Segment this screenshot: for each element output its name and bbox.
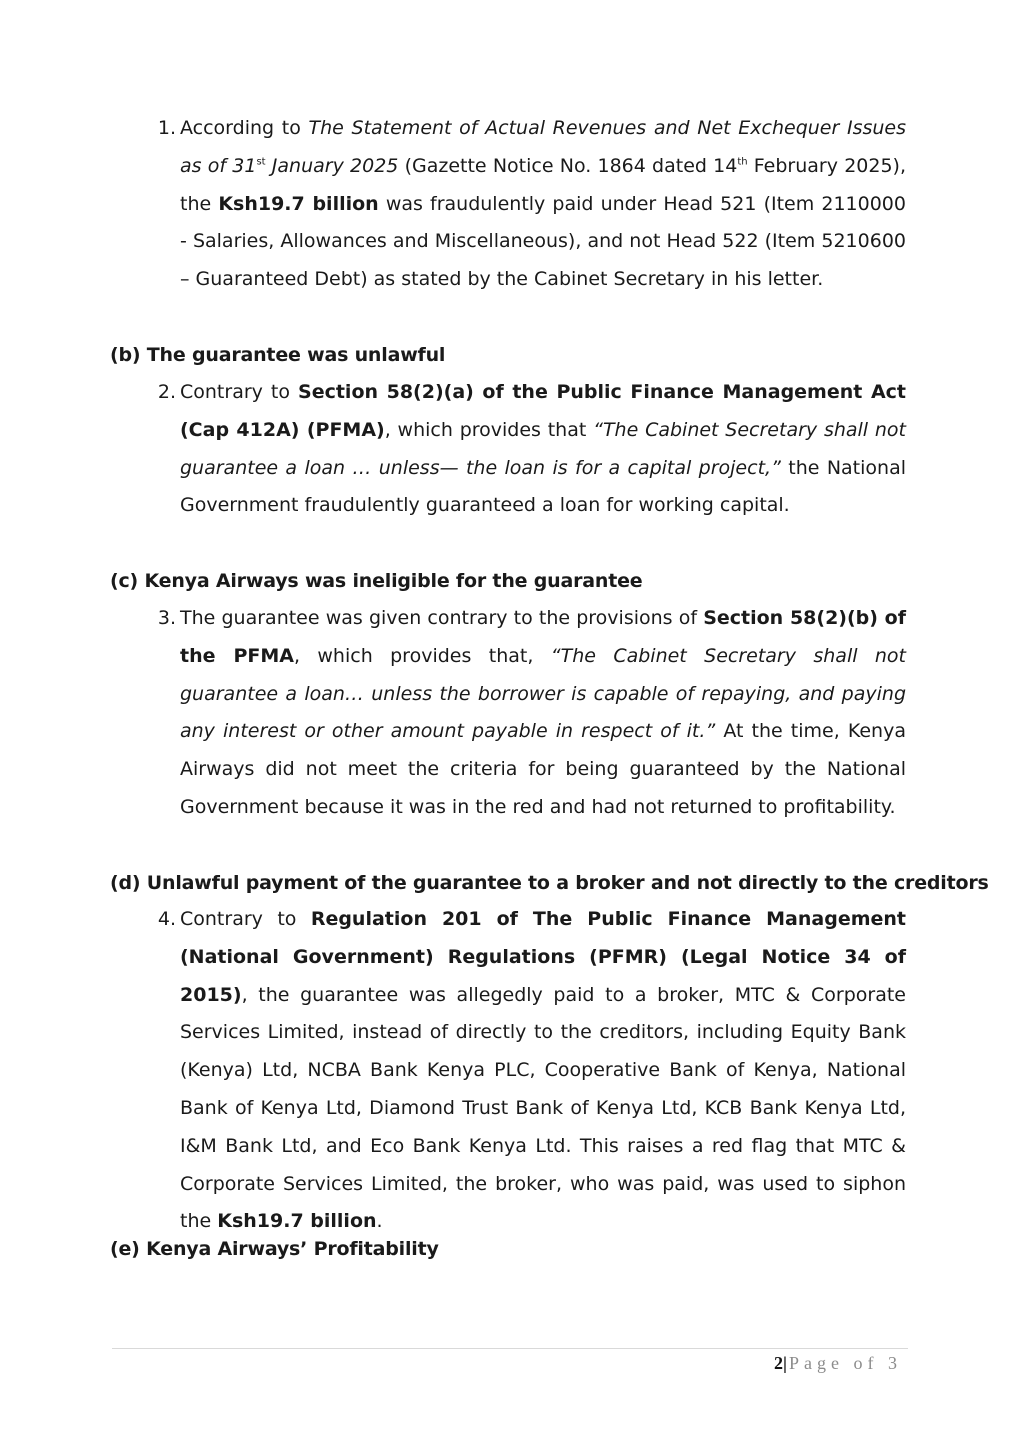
footer-separator: | — [783, 1353, 790, 1373]
page-number: 2 — [774, 1353, 784, 1373]
page-footer — [774, 1353, 902, 1374]
list-item-4 — [140, 901, 906, 1241]
legal-reference-bold: Section 58(2)(a) of the Public Finance Management Act (Cap 412A) (PFMA) — [180, 381, 906, 441]
list-number: 1. — [157, 117, 176, 139]
paragraph: The guarantee was given contrary to the provisions of Section 58(2)(b) of the PFMA, which provides that, “The Cabinet Secretary shall not guarantee a loan… unless the borrower is capable of repaying, and paying any interest or other amount payable in respect of it.” At the time, Kenya Airways did not meet the criteria for being guaranteed by the National Government because it was in the red and had not returned to profitability. — [180, 607, 906, 818]
legal-reference-bold: Section 58(2)(b) of the PFMA — [180, 607, 906, 667]
list-item-1 — [140, 110, 906, 299]
quote-italic: “The Cabinet Secretary shall not guarantee a loan … unless— the loan is for a capital project,” — [180, 418, 906, 479]
list-number: 2. — [157, 381, 176, 403]
footer-divider — [112, 1348, 908, 1349]
paragraph: According to The Statement of Actual Revenues and Net Exchequer Issues as of 31st January 2025 (Gazette Notice No. 1864 dated 14th February 2025), the Ksh19.7 billion was fraudulently paid under Head 521 (Item 2110000 - Salaries, Allowances and Miscellaneous), and not Head 522 (Item 5210600 – Guaranteed Debt) as stated by the Cabinet Secretary in his letter. — [180, 117, 906, 291]
list-number: 3. — [157, 607, 176, 629]
amount-bold: Ksh19.7 billion — [217, 1210, 377, 1233]
paragraph: Contrary to Section 58(2)(a) of the Public Finance Management Act (Cap 412A) (PFMA), which provides that “The Cabinet Secretary shall not guarantee a loan … unless— the loan is for a capital project,” the National Government fraudulently guaranteed a loan for working capital. — [180, 381, 906, 517]
footer-page-text: Page of 3 — [789, 1353, 902, 1373]
section-heading-e: (e) Kenya Airways’ Profitability — [110, 1238, 439, 1260]
list-number: 4. — [157, 908, 176, 930]
legal-reference-bold: Regulation 201 of The Public Finance Management (National Government) Regulations (PFMR) (Legal Notice 34 of 2015) — [180, 908, 907, 1006]
paragraph: Contrary to Regulation 201 of The Public Finance Management (National Government) Regulations (PFMR) (Legal Notice 34 of 2015), the guarantee was allegedly paid to a broker, MTC & Corporate Services Limited, instead of directly to the creditors, including Equity Bank (Kenya) Ltd, NCBA Bank Kenya PLC, Cooperative Bank of Kenya, National Bank of Kenya Ltd, Diamond Trust Bank of Kenya Ltd, KCB Bank Kenya Ltd, I&M Bank Ltd, and Eco Bank Kenya Ltd. This raises a red flag that MTC & Corporate Services Limited, the broker, who was paid, was used to siphon the Ksh19.7 billion. — [180, 908, 907, 1233]
document-title-italic: The Statement of Actual Revenues and Net Exchequer Issues as of 31 — [180, 117, 906, 177]
section-heading-d: (d) Unlawful payment of the guarantee to a broker and not directly to the creditors — [110, 872, 989, 894]
amount-bold: Ksh19.7 billion — [218, 192, 379, 215]
section-heading-b: (b) The guarantee was unlawful — [110, 344, 446, 366]
section-heading-c: (c) Kenya Airways was ineligible for the guarantee — [110, 570, 643, 592]
list-item-3 — [140, 600, 906, 827]
quote-italic: “The Cabinet Secretary shall not guarantee a loan… unless the borrower is capable of repaying, and paying any interest or other amount payable in respect of it.” — [180, 644, 906, 743]
list-item-2 — [140, 374, 906, 525]
